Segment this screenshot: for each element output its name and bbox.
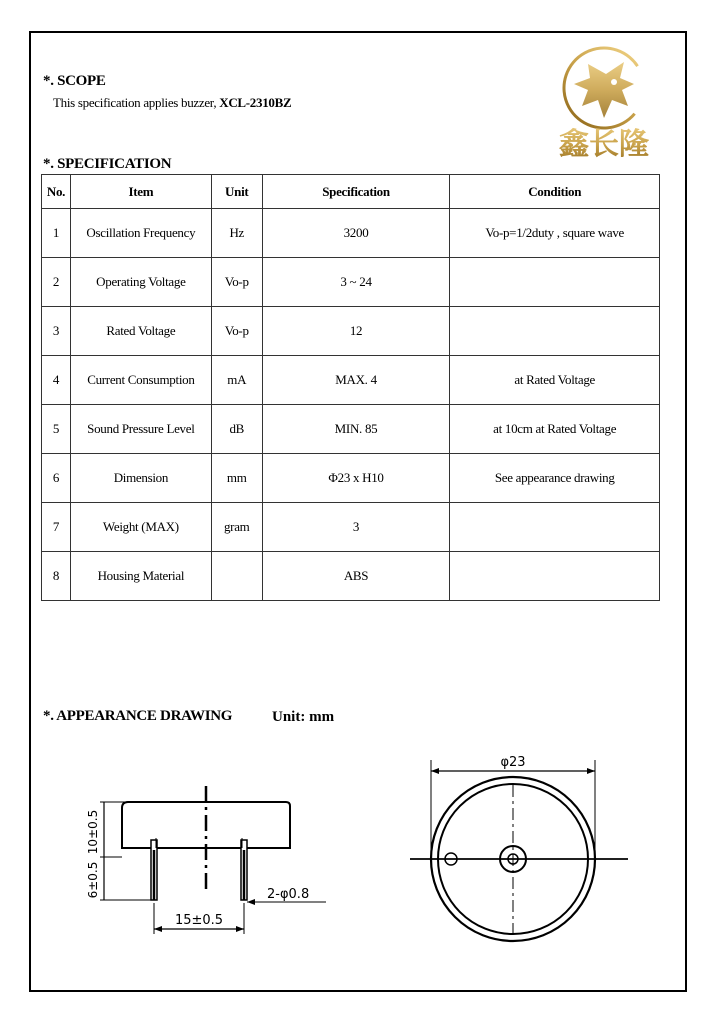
cell-spec: MAX. 4 — [262, 356, 450, 405]
cell-item: Oscillation Frequency — [70, 209, 211, 258]
cell-no: 3 — [42, 307, 71, 356]
dim-outer-diameter: φ23 — [500, 755, 526, 770]
model-number: XCL-2310BZ — [219, 95, 292, 110]
cell-spec: MIN. 85 — [262, 405, 450, 454]
dim-pin-diameter: 2-φ0.8 — [267, 887, 310, 902]
column-header-item: Item — [70, 175, 211, 209]
cell-spec: ABS — [262, 552, 450, 601]
cell-unit: Hz — [211, 209, 262, 258]
cell-no: 4 — [42, 356, 71, 405]
appearance-heading: *. APPEARANCE DRAWING — [43, 708, 233, 724]
top-view-drawing — [410, 760, 628, 941]
dim-pin-spacing: 15±0.5 — [174, 913, 224, 928]
cell-item: Housing Material — [70, 552, 211, 601]
cell-no: 1 — [42, 209, 71, 258]
scope-heading: *. SCOPE — [43, 73, 106, 89]
cell-item: Rated Voltage — [70, 307, 211, 356]
cell-no: 2 — [42, 258, 71, 307]
cell-item: Dimension — [70, 454, 211, 503]
cell-condition: at 10cm at Rated Voltage — [450, 405, 660, 454]
specification-heading: *. SPECIFICATION — [43, 156, 172, 172]
logo-text: 鑫长隆 — [559, 127, 649, 162]
cell-item: Sound Pressure Level — [70, 405, 211, 454]
cell-item: Operating Voltage — [70, 258, 211, 307]
cell-unit: mA — [211, 356, 262, 405]
cell-spec: 3200 — [262, 209, 450, 258]
cell-unit: Vo-p — [211, 307, 262, 356]
cell-spec: 12 — [262, 307, 450, 356]
cell-no: 5 — [42, 405, 71, 454]
cell-condition: at Rated Voltage — [450, 356, 660, 405]
dim-pin-length: 6±0.5 — [86, 861, 100, 899]
cell-condition: See appearance drawing — [450, 454, 660, 503]
unit-label: Unit: mm — [272, 709, 335, 725]
column-header-unit: Unit — [211, 175, 262, 209]
cell-condition: Vo-p=1/2duty , square wave — [450, 209, 660, 258]
cell-unit: gram — [211, 503, 262, 552]
cell-spec: 3 ~ 24 — [262, 258, 450, 307]
cell-unit: dB — [211, 405, 262, 454]
cell-unit: Vo-p — [211, 258, 262, 307]
cell-unit: mm — [211, 454, 262, 503]
cell-spec: Φ23 x H10 — [262, 454, 450, 503]
cell-item: Weight (MAX) — [70, 503, 211, 552]
column-header-specification: Specification — [262, 175, 450, 209]
cell-spec: 3 — [262, 503, 450, 552]
column-header-no: No. — [42, 175, 71, 209]
dim-height-body: 10±0.5 — [86, 809, 100, 855]
scope-text-prefix: This specification applies buzzer, — [53, 95, 220, 110]
cell-item: Current Consumption — [70, 356, 211, 405]
cell-no: 8 — [42, 552, 71, 601]
cell-no: 6 — [42, 454, 71, 503]
cell-no: 7 — [42, 503, 71, 552]
column-header-condition: Condition — [450, 175, 660, 209]
side-view-drawing — [100, 786, 326, 934]
